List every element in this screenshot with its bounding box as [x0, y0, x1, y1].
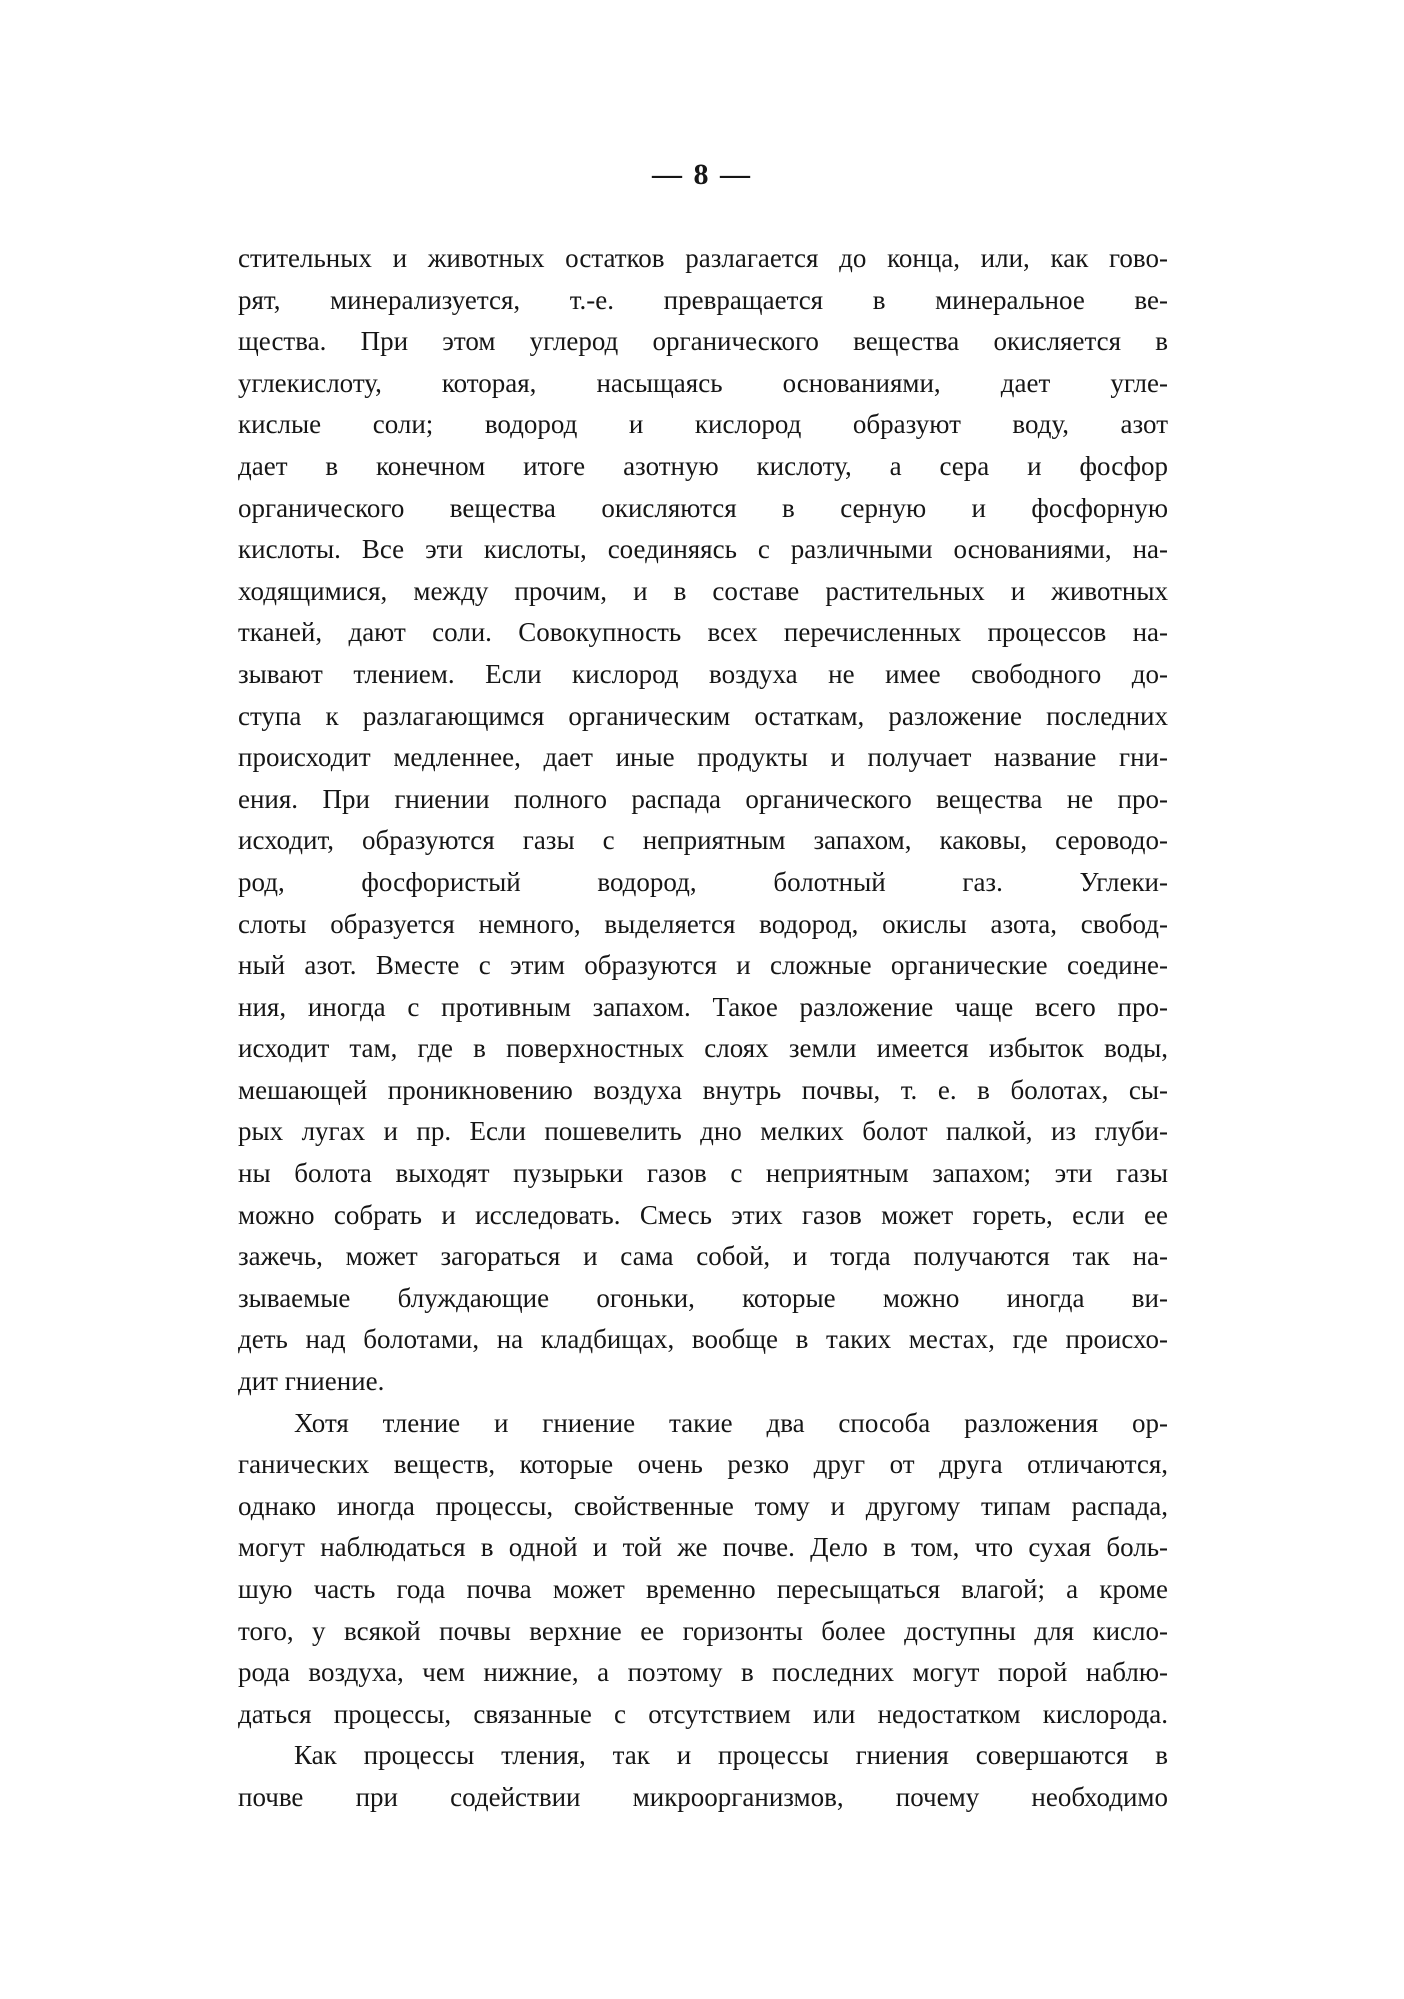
text-line: шую часть года почва может временно пересыщаться влагой; а кроме [238, 1574, 1168, 1604]
body-text [238, 238, 1168, 1819]
text-line: мешающей проникновению воздуха внутрь почвы, т. е. в болотах, сы- [238, 1074, 1168, 1105]
text-line: Как процессы тления, так и процессы гниения совершаются в [294, 1740, 1168, 1771]
text-line: род, фосфористый водород, болотный газ. Углеки- [238, 866, 1168, 897]
text-line: ступа к разлагающимся органическим остаткам, разложение последних [238, 700, 1168, 731]
text-line: исходит, образуются газы с неприятным запахом, каковы, сероводо- [238, 825, 1168, 856]
text-line: слоты образуется немного, выделяется водород, окислы азота, свобод- [238, 908, 1168, 939]
text-line: рых лугах и пр. Если пошевелить дно мелких болот палкой, из глуби- [238, 1116, 1168, 1147]
text-line: ходящимися, между прочим, и в составе растительных и животных [238, 575, 1168, 606]
text-line: рят, минерализуется, т.-е. превращается в минеральное ве- [238, 284, 1168, 315]
text-line: дит гниение. [238, 1366, 385, 1397]
text-line: органического вещества окисляются в серную и фосфорную [238, 492, 1168, 523]
text-line: почве при содействии микроорганизмов, почему необходимо [238, 1781, 1168, 1812]
text-line: могут наблюдаться в одной и той же почве. Дело в том, что сухая боль- [238, 1532, 1168, 1563]
text-line: ганических веществ, которые очень резко друг от друга отличаются, [238, 1449, 1168, 1480]
text-line: деть над болотами, на кладбищах, вообще в таких местах, где происхо- [238, 1324, 1168, 1355]
text-line: углекислоту, которая, насыщаясь основаниями, дает угле- [238, 367, 1168, 398]
text-line: того, у всякой почвы верхние ее горизонты более доступны для кисло- [238, 1615, 1168, 1646]
text-line: стительных и животных остатков разлагается до конца, или, как гово- [238, 243, 1168, 273]
text-line: дает в конечном итоге азотную кислоту, а сера и фосфор [238, 450, 1168, 481]
text-line: зажечь, может загораться и сама собой, и тогда получаются так на- [238, 1241, 1168, 1272]
text-line: ны болота выходят пузырьки газов с неприятным запахом; эти газы [238, 1158, 1168, 1189]
paragraph-2 [238, 1403, 1168, 1736]
text-line: тканей, дают соли. Совокупность всех перечисленных процессов на- [238, 617, 1168, 648]
text-line: ения. При гниении полного распада органического вещества не про- [238, 783, 1168, 814]
text-line: кислоты. Все эти кислоты, соединяясь с различными основаниями, на- [238, 534, 1168, 565]
text-line: Хотя тление и гниение такие два способа разложения ор- [294, 1407, 1168, 1438]
text-line: даться процессы, связанные с отсутствием или недостатком кислорода. [238, 1698, 1168, 1729]
text-line: можно собрать и исследовать. Смесь этих газов может гореть, если ее [238, 1199, 1168, 1230]
paragraph-3 [238, 1735, 1168, 1818]
page-number: — 8 — [652, 158, 752, 191]
text-line: исходит там, где в поверхностных слоях земли имеется избыток воды, [238, 1033, 1168, 1064]
text-line: ния, иногда с противным запахом. Такое разложение чаще всего про- [238, 991, 1168, 1022]
text-line: кислые соли; водород и кислород образуют воду, азот [238, 409, 1168, 440]
text-line: зываемые блуждающие огоньки, которые можно иногда ви- [238, 1282, 1168, 1313]
text-line: щества. При этом углерод органического вещества окисляется в [238, 326, 1168, 357]
text-line: рода воздуха, чем нижние, а поэтому в последних могут порой наблю- [238, 1657, 1168, 1688]
text-line: ный азот. Вместе с этим образуются и сложные органические соедине- [238, 950, 1168, 981]
paragraph-1 [238, 238, 1168, 1403]
text-line: зывают тлением. Если кислород воздуха не имее свободного до- [238, 658, 1168, 689]
text-line: происходит медленнее, дает иные продукты и получает название гни- [238, 742, 1168, 773]
text-line: однако иногда процессы, свойственные тому и другому типам распада, [238, 1490, 1168, 1521]
